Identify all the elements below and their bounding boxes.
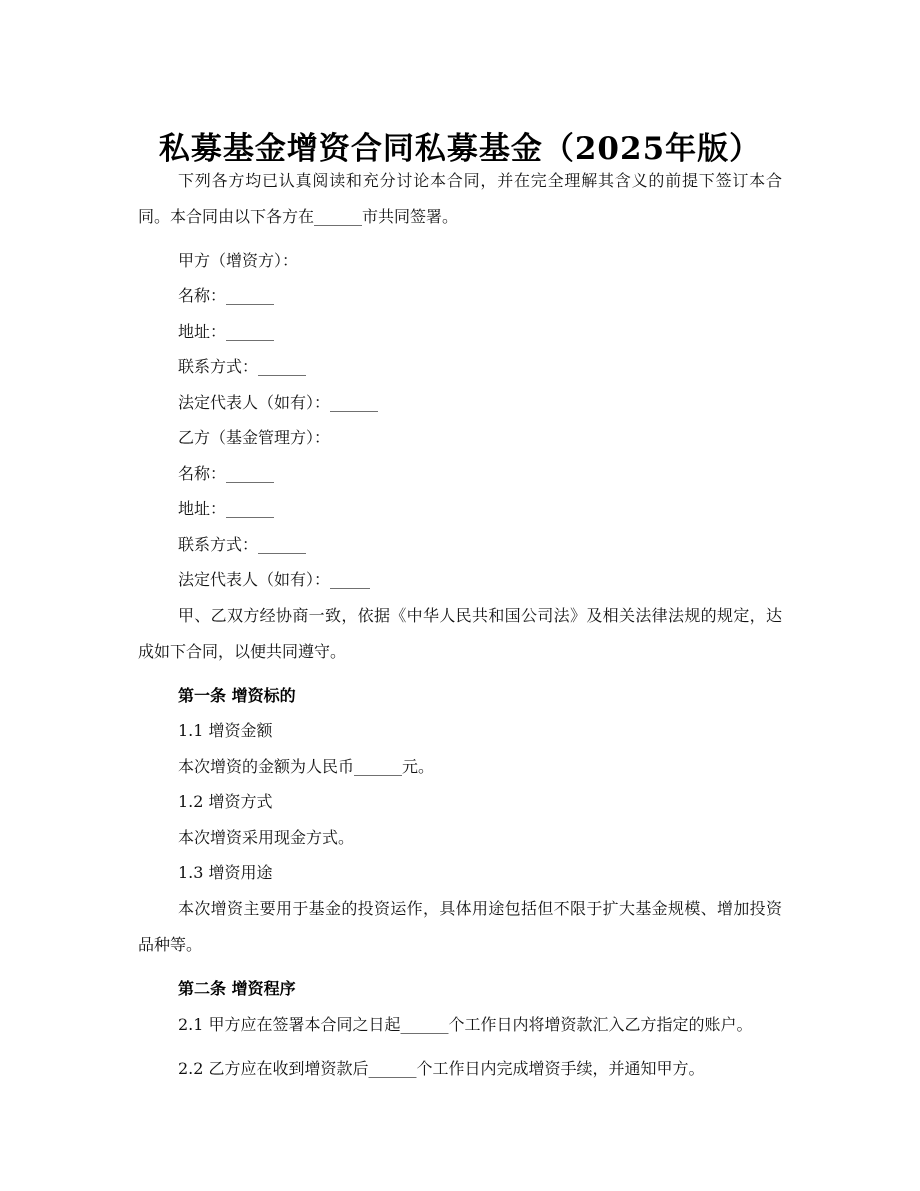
clause-2-2-text: 2.2 乙方应在收到增资款后______个工作日内完成增资手续，并通知甲方。: [178, 1058, 705, 1078]
party-b-address-field: 地址：______: [178, 499, 275, 518]
article-1-heading: 第一条 增资标的: [178, 685, 296, 705]
party-a-legal-rep-field: 法定代表人（如有）：______: [178, 392, 379, 412]
party-a-address-field: 地址：______: [178, 321, 275, 341]
agreement-basis-paragraph: 甲、乙双方经协商一致，依据《中华人民共和国公司法》及相关法律法规的规定，达成如下合同，以便共同遵守。: [138, 606, 782, 661]
party-b-heading: 乙方（基金管理方）：: [178, 428, 331, 447]
party-b-contact-field: 联系方式：______: [178, 534, 307, 554]
document-title: 私募基金增资合同私募基金（2025年版）: [158, 130, 762, 167]
party-b-name-field: 名称：______: [178, 463, 275, 483]
clause-1-2-heading: 1.2 增资方式: [178, 792, 273, 811]
clause-1-3-heading: 1.3 增资用途: [178, 863, 273, 882]
party-a-heading: 甲方（增资方）：: [178, 250, 299, 270]
clause-1-1-heading: 1.1 增资金额: [178, 721, 273, 740]
party-a-name-field: 名称：______: [178, 286, 275, 305]
clause-2-1-text: 2.1 甲方应在签署本合同之日起______个工作日内将增资款汇入乙方指定的账户。: [178, 1014, 753, 1034]
party-a-contact-field: 联系方式：______: [178, 357, 307, 376]
clause-1-3-text: 本次增资主要用于基金的投资运作，具体用途包括但不限于扩大基金规模、增加投资品种等。: [138, 899, 782, 954]
clause-1-1-text: 本次增资的金额为人民币______元。: [178, 756, 435, 776]
article-2-heading: 第二条 增资程序: [178, 978, 296, 998]
document-body: [138, 171, 782, 1078]
intro-paragraph: 下列各方均已认真阅读和充分讨论本合同，并在完全理解其含义的前提下签订本合同。本合同由以下各方在______市共同签署。: [138, 171, 782, 226]
party-b-legal-rep-field: 法定代表人（如有）：_____: [178, 570, 371, 589]
clause-1-2-text: 本次增资采用现金方式。: [178, 827, 355, 847]
